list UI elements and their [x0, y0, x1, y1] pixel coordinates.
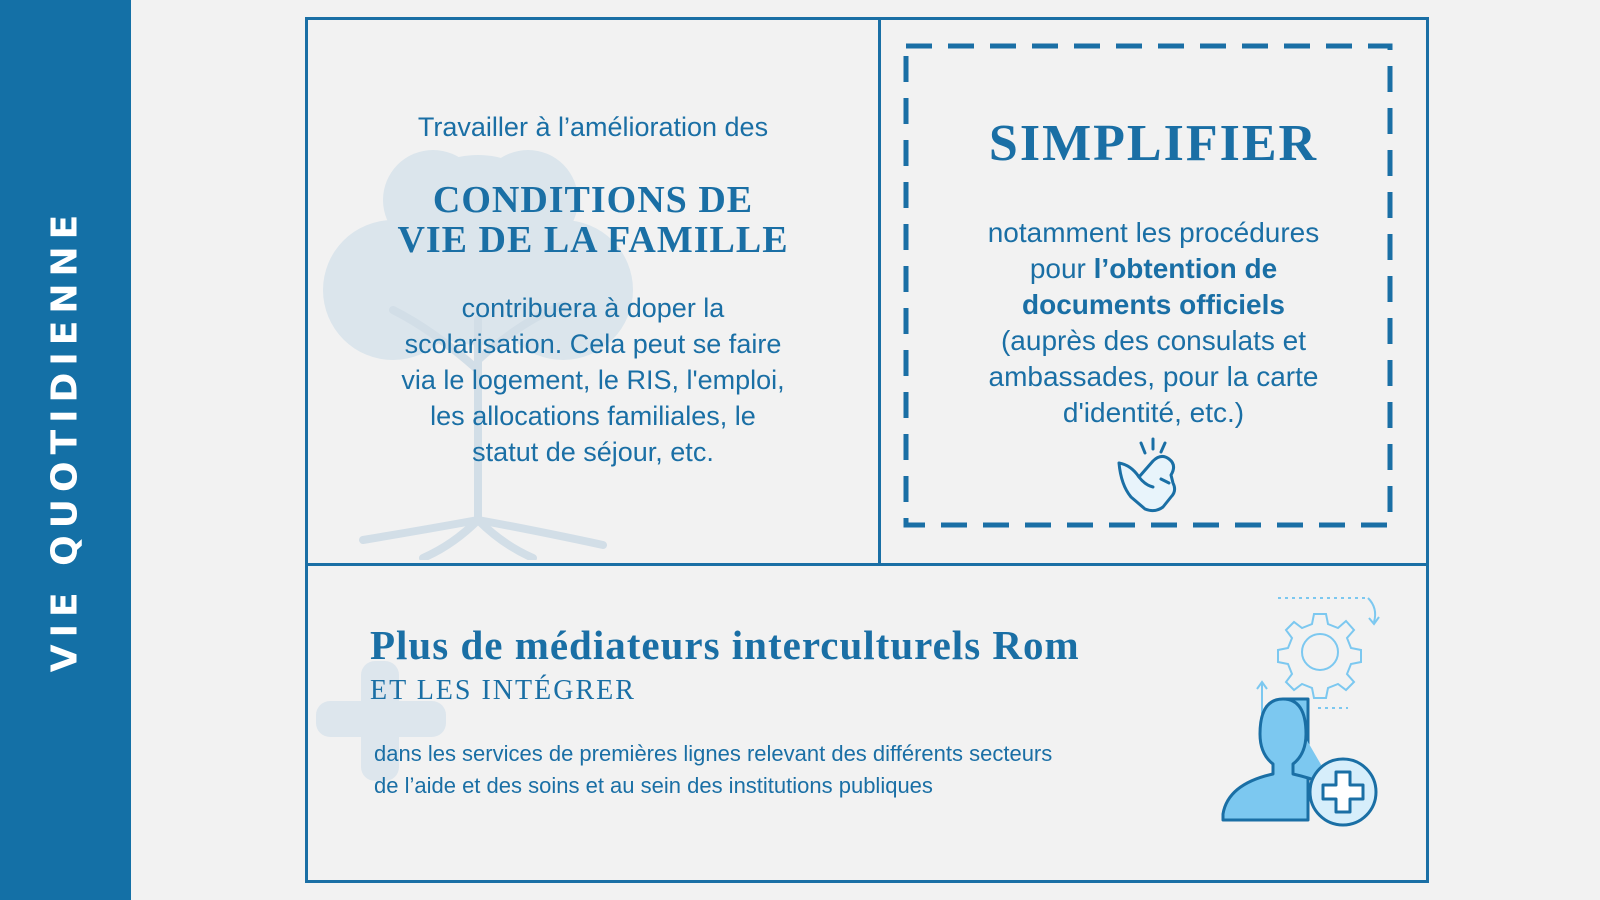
family-heading-line1: CONDITIONS DE: [432, 179, 754, 221]
sidebar-title: VIE QUOTIDIENNE: [44, 207, 86, 673]
snap-hand-icon: [1111, 435, 1186, 515]
sidebar: [0, 0, 131, 900]
family-heading: [308, 180, 878, 260]
mediators-heading: Plus de médiateurs interculturels Rom: [370, 622, 1080, 668]
simplify-line-bold: l’obtention de: [1093, 253, 1278, 284]
family-body-line: scolarisation. Cela peut se faire: [404, 329, 782, 359]
family-heading-line2: VIE DE LA FAMILLE: [397, 219, 789, 261]
simplify-line: d'identité, etc.): [1062, 397, 1245, 428]
family-body-line: contribuera à doper la: [461, 293, 725, 323]
mediators-body-line: dans les services de premières lignes relevant des différents secteurs: [374, 741, 1053, 766]
family-body-text: [308, 290, 878, 470]
simplify-line-bold: documents officiels: [1022, 289, 1285, 320]
add-user-gear-icon: [1218, 594, 1398, 834]
simplify-panel: [878, 17, 1429, 566]
simplify-line-plain: pour: [1029, 253, 1094, 284]
family-body-line: via le logement, le RIS, l'emploi,: [401, 365, 785, 395]
simplify-line: (auprès des consulats et: [1000, 325, 1307, 356]
simplify-line: [881, 287, 1426, 323]
family-intro-text: Travailler à l’amélioration des: [417, 112, 769, 142]
mediators-body-text: [374, 738, 1052, 802]
mediators-panel: [305, 563, 1429, 883]
simplify-heading: SIMPLIFIER: [988, 115, 1319, 172]
family-conditions-panel: [305, 17, 881, 566]
simplify-body-text: [881, 215, 1426, 431]
simplify-line: [881, 251, 1426, 287]
family-body-line: statut de séjour, etc.: [472, 437, 714, 467]
family-body-line: les allocations familiales, le: [430, 401, 756, 431]
simplify-line: notamment les procédures: [987, 217, 1320, 248]
mediators-subheading: ET LES INTÉGRER: [370, 675, 636, 706]
mediators-body-line: de l’aide et des soins et au sein des institutions publiques: [374, 773, 933, 798]
simplify-line: ambassades, pour la carte: [988, 361, 1319, 392]
